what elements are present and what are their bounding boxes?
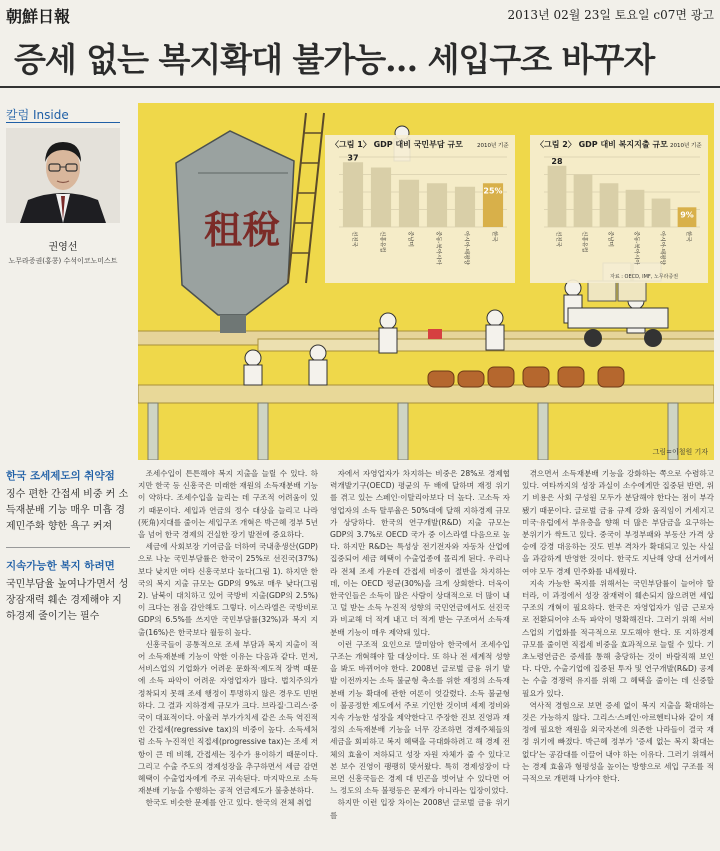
sidebar-heading-1: 한국 조세제도의 취약점 — [6, 470, 115, 482]
sidebar — [6, 468, 130, 637]
top-rule — [0, 86, 720, 88]
author-name: 권영선 — [48, 242, 78, 253]
chart-2-source: 자료 : OECD, IMF, 노무라증권 — [610, 274, 679, 280]
category-label: 중동·북아시아 — [435, 231, 441, 265]
paragraph: 지속 가능한 복지를 위해서는 국민부담률이 늘어야 할 터라, 이 과정에서 성장 잠재력이 훼손되지 않으려면 세입 구조의 개혁이 필요하다. 한국은 자영업자가 임금 근로자로 전환되어야 소득 파악이 명확해진다. 그러기 위해 서비스업의 기업화를 적극적으로 모도해야 한다. 또 지하경제 규모를 줄이면 직접세 비중을 효과적으로 늘릴 수 있다. 기초노령연금은 증세를 통해 충당하는 것이 바람직해 보인다. 다만, 수출기업에 집중된 투자 및 연구개발(R&D) 공제는 수출 경쟁력 유지를 위해 그 혜택을 줄이는 데 신중할 필요가 있다. — [522, 578, 714, 698]
sidebar-text-2: 국민부담율 높여나가면서 성장잠재력 훼손 경제해야 지하경제 줄이기는 필수 — [6, 579, 129, 622]
dateline: 2013년 02월 23일 토요일 c07면 광고 — [507, 8, 714, 22]
bar — [574, 175, 593, 228]
headline: 증세 없는 복지확대 불가능… 세입구조 바꾸자 — [14, 40, 655, 79]
illustration — [138, 103, 714, 460]
paragraph: 자에서 자영업자가 차지하는 비중은 28%로 경제협력개발기구(OECD) 평균의 두 배에 달하며 재정 위기를 겪고 있는 스페인·이탈리아보다 더 높다. 고소득 자영업자의 소득 탈루율은 50%대에 달해 지하경제 규모가 상당하다. 한국의 연구개발(R&D) 지출 규모는 GDP의 3.7%로 OECD 국가 중 이스라엘 다음으로 높다. 하지만 R&D는 특성상 전기전자와 자동차 산업에 집중되어 세금 혜택이 수출업종에 몰리게 된다. 우리나라 전체 조세 가운데 간접세 비중이 절반을 차지하는데, 이는 OECD 평균(30%)을 크게 상회한다. 더욱이 한국인들은 소득이 많은 사람이 상대적으로 더 많이 내고 덜 받는 소득 누진적 성향의 국민연금에서도 선진국과 비교해 더 적게 내고 더 적게 받는 구조여서 소득재분배 기능이 매우 제약돼 있다. — [330, 469, 510, 637]
illustration-credit: 그림=이철원 기자 — [652, 448, 708, 456]
bar — [626, 190, 645, 227]
bar — [652, 199, 671, 227]
paragraph: 신흥국들이 공통적으로 조세 부담과 복지 지출이 적어 소득재분배 기능이 약한 이유는 다음과 같다. 먼저, 서비스업의 기업화가 어려운 문화적·제도적 장벽 때문에 소득 파악이 어려운 자영업자가 많다. 법치주의가 정착되지 못해 조세 행정이 투명하지 않은 경우도 빈번하다. 그 결과 지하경제 규모가 크다. 브라질·그리스·중국이 대표적이다. 아울러 부가가치세 같은 소득 역진적인 간접세(regressive tax)의 비중이 높다. 소득세처럼 소득 누진적인 직접세(progressive tax)는 조세 저항이 큰 데 비해, 간접세는 징수가 용이하기 때문이다. 그리고 수출 주도의 경제성장을 추구하면서 세금 감면 혜택이 수출업자에게 주로 귀속된다. 마지막으로 소득재분배 기능을 수행하는 공적 연금제도가 불충분하다. — [138, 639, 318, 796]
chart-1 — [325, 135, 515, 283]
bar — [427, 183, 447, 227]
author-photo — [6, 128, 120, 223]
bar — [600, 183, 619, 227]
sidebar-divider — [6, 547, 130, 548]
chart-2-subtitle: 2010년 기준 — [670, 143, 702, 149]
category-label: 중남미 — [407, 231, 413, 247]
tax-sign-glyph: 租稅 — [204, 207, 281, 252]
body-column-2 — [330, 468, 510, 846]
bar — [343, 162, 363, 227]
category-label: 한국 — [685, 231, 691, 242]
paragraph: 하지만 이런 입장 차이는 2008년 글로벌 금융 위기를 — [330, 798, 510, 820]
chart-1-title: 〈그림 1〉 GDP 대비 국민부담 규모 — [331, 140, 463, 149]
category-label: 중동·북아시아 — [633, 231, 639, 265]
sidebar-text-1: 징수 편한 간접세 비중 커 소득재분배 기능 매우 미흡 경제민주화 향한 욕구 커져 — [6, 489, 129, 532]
bar — [399, 180, 419, 227]
category-label: 신흥유럽 — [379, 231, 385, 253]
column-name: 칼럼 Inside — [6, 108, 69, 122]
paragraph: 이런 구조적 요인으로 말미암아 한국에서 조세수입 구조는 개혁해야 할 대상이다. 또 하나 전 세계적 성향을 봐도 바뀌어야 한다. 2008년 글로벌 금융 위기 발발 이전까지는 소득 불균형 축소를 위한 재정의 소득재분배 기능 확대에 관한 여론이 엇갈렸다. 소득 불균형이 불공정한 제도에서 주로 기인한 것이며 세제 정비와 지속 가능한 성장을 제약한다고 주장한 진보 진영과 재정의 소득재분배 기능을 너무 강조하면 경제주체들의 세금을 회피하고 복지 혜택을 극대화하려고 해 경제 전체의 효율이 저하되고 성장 자원 자체가 줄 수 있다고 본 보수 진영이 팽팽히 맞서왔다. 특히 경제성장이 다르면 신흥국들은 경제 대 빈곤을 벗어날 수 있다면 어느 정도의 소득 불평등은 문제가 아니라는 입장이었다. — [330, 639, 510, 796]
data-label: 9% — [680, 210, 694, 220]
paragraph: 역사적 경험으로 보면 증세 없이 복지 지출을 확대하는 것은 가능하지 않다. 그리스·스페인·아르헨티나와 같이 재정에 필요한 재원을 외국자본에 의존한 나라들이 결국 재정 위기에 빠졌다. 박근혜 정부가 '증세 없는 복지 확대는 없다'는 공감대를 이끌어 내야 하는 이유다. 그러기 위해서는 경제 효율과 형평성을 높이는 방향으로 세입 구조를 적극적으로 개편해 나가야 한다. — [522, 700, 714, 784]
category-label: 중남미 — [607, 231, 613, 247]
bar — [548, 166, 567, 227]
data-label: 28 — [551, 156, 563, 166]
category-label: 선진국 — [555, 231, 561, 247]
column-rule — [6, 122, 120, 123]
data-label: 37 — [347, 153, 359, 163]
chart-2-title: 〈그림 2〉 GDP 대비 복지지출 규모 — [536, 140, 668, 149]
data-label: 25% — [483, 186, 503, 196]
paragraph: 겪으면서 소득재분배 기능을 강화하는 쪽으로 수렴하고 있다. 여타까지의 성장 과실이 소수에게만 집중된 반면, 위기 비용은 사회 구성원 모두가 분담해야 한다는 점이 부각됐기 때문이다. 글로벌 금융 규제 강화 움직임이 거세지고 미국·유럽에서 부유층을 향해 더 많은 부담금을 요구하는 분위기가 싹트고 있다. 중국이 부정부패와 부동산 가격 상승에 강경 대응하는 것도 빈부 격차가 확대되고 있는 사실을 과감하게 반영한 것이다. 한국도 지난해 양대 선거에서 여야 모두 경제 민주화를 내세웠다. — [522, 469, 714, 576]
masthead[interactable]: 朝鮮日報 — [6, 7, 71, 26]
bar — [371, 168, 391, 228]
bar — [455, 187, 475, 227]
paragraph: 세금에 사회보장 기여금을 더하여 국내총생산(GDP)으로 나눈 국민부담률은 한국이 25%로 선진국(37%)보다 낮지만 여타 신흥국보다 높다(그림 1). 하지만 한국의 복지 지출 규모는 GDP의 9%로 매우 낮다(그림 2). 남북이 대치하고 있어 국방비 지출(GDP의 2.5%)이 크다는 점을 감안해도 그렇다. 이스라엘은 국방비로 GDP의 6.5%를 쓰지만 국민부담률(32%)과 복지 지출(16%)은 한국보다 월등히 높다. — [138, 542, 318, 637]
author-title: 노무라증권(홍콩) 수석이코노미스트 — [8, 257, 118, 265]
body-column-3 — [522, 468, 714, 846]
chart-1-subtitle: 2010년 기준 — [477, 143, 509, 149]
category-label: 선진국 — [351, 231, 357, 247]
category-label: 신흥유럽 — [581, 231, 587, 253]
category-label: 아시아·태평양 — [659, 231, 665, 265]
body-column-1 — [138, 468, 318, 846]
category-label: 한국 — [491, 231, 497, 242]
paragraph: 조세수입이 튼튼해야 복지 지출을 늘릴 수 있다. 하지만 한국 등 신흥국은 미래한 재원의 소득재분배 기능이 약하다. 조세수입을 늘리는 데 구조적 어려움이 있기 때문이다. 세입과 연금의 정수 대상을 늘리고 나라(死角)지대를 줄이는 세입구조 개혁은 박근혜 정부 5년을 넘어 한국 경제의 건실한 장기 발전에 중요하다. — [138, 469, 318, 540]
chart-2 — [530, 135, 708, 283]
sidebar-heading-2: 지속가능한 복지 하려면 — [6, 560, 115, 572]
category-label: 아시아·태평양 — [463, 231, 469, 265]
paragraph: 한국도 비슷한 문제를 안고 있다. 한국의 전체 취업 — [145, 798, 312, 808]
